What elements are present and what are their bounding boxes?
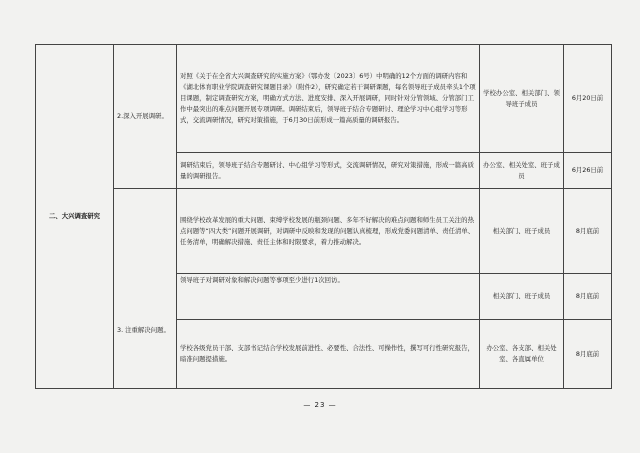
responsible-cell: 办公室、相关处室、班子成员 bbox=[480, 153, 564, 189]
section-cell: 二、大兴调查研究 bbox=[36, 45, 114, 389]
table-row bbox=[36, 274, 612, 320]
responsible-cell: 相关部门、班子成员 bbox=[480, 274, 564, 320]
content-cell: 领导班子对调研对象和解决问题等事项至少进行1次回访。 bbox=[177, 274, 480, 320]
deadline-cell: 6月26日前 bbox=[564, 153, 612, 189]
task-cell: 3. 注重解决问题。 bbox=[114, 274, 177, 389]
responsible-cell: 相关部门、班子成员 bbox=[480, 189, 564, 274]
content-cell: 调研结束后，领导班子结合专题研讨、中心组学习等形式，交流调研情况，研究对策措施，形成一篇高质量的调研报告。 bbox=[177, 153, 480, 189]
deadline-cell: 8月底前 bbox=[564, 274, 612, 320]
content-cell: 对照《关于在全省大兴调查研究的实施方案》（鄂办发〔2023〕6号）中明确的12个方面的调研内容和《湖北体育职业学院调查研究课题目录》（附件2），研究确定若干调研课题，每名领导班子成员牵头1个项目课题，制定调查研究方案，明确方式方法、进度安排、深入开展调研，同时针对分管领域、分管部门工作中最突出的难点问题开展专项调研。调研结束后，领导班子结合专题研讨、理论学习中心组学习等形式，交流调研情况，研究对策措施，于6月30日前形成一篇高质量的调研报告。 bbox=[177, 45, 480, 153]
content-cell: 学校各级党员干部、支部书记结合学校发展前进性、必要性、合法性、可操作性，撰写可行性研究报告，暗准问题提措施。 bbox=[177, 320, 480, 389]
responsible-cell: 办公室、各支部、相关处室、各直属单位 bbox=[480, 320, 564, 389]
task-cell-blank bbox=[114, 189, 177, 274]
responsible-cell: 学校办公室、相关部门、领导班子成员 bbox=[480, 45, 564, 153]
task-cell: 2.深入开展调研。 bbox=[114, 45, 177, 189]
table-row bbox=[36, 189, 612, 274]
content-cell: 围绕学校改革发展的重大问题、束缚学校发展的瓶颈问题、多年不好解决的难点问题和师生员工关注的热点问题等“四大类”问题开展调研，对调研中反映和发现的问题认真梳理，形成党委问题清单、责任清单、任务清单，明确解决措施、责任主体和时限要求，着力推动解决。 bbox=[177, 189, 480, 274]
deadline-cell: 8月底前 bbox=[564, 189, 612, 274]
deadline-cell: 6月20日前 bbox=[564, 45, 612, 153]
page-number: — 23 — bbox=[303, 401, 337, 409]
work-plan-table bbox=[35, 44, 612, 389]
deadline-cell: 8月底前 bbox=[564, 320, 612, 389]
table-row bbox=[36, 45, 612, 153]
